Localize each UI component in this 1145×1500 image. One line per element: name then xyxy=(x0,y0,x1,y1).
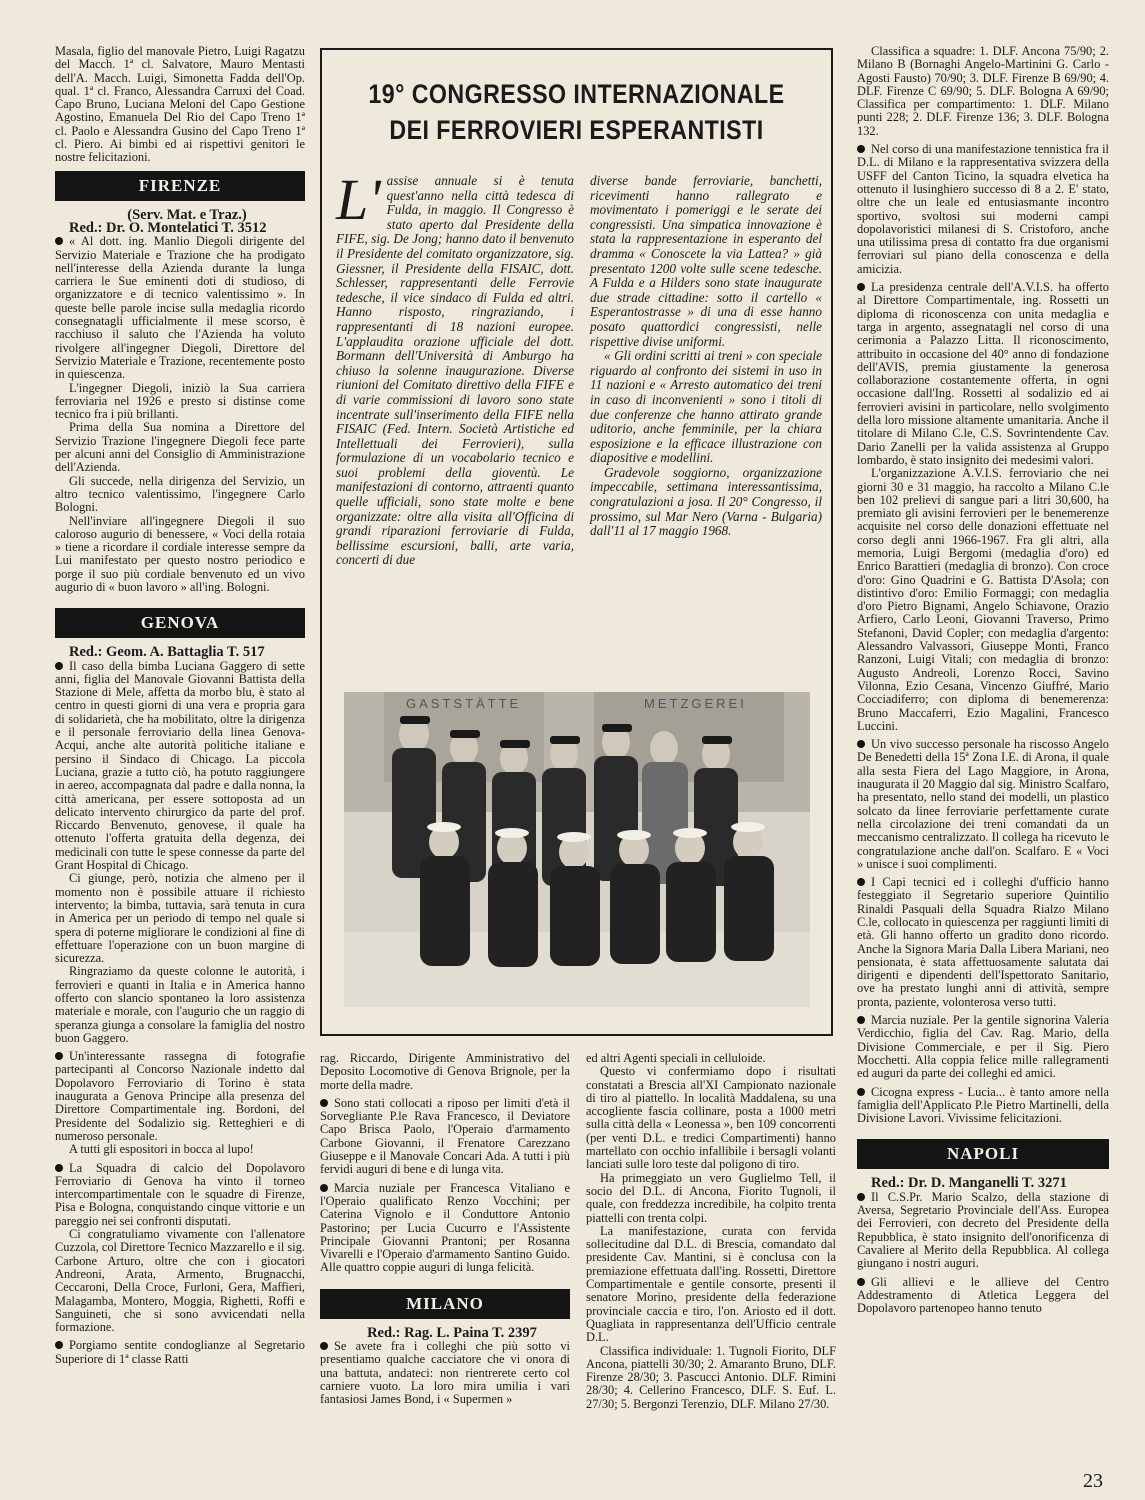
milano-section-bar: MILANO xyxy=(320,1289,570,1319)
firenze-subtitle: (Serv. Mat. e Traz.) xyxy=(127,206,247,223)
genova-continued-paragraph: Marcia nuziale per Francesca Vitaliano e l'Operaio qualificato Renzo Vocchini; per Caterina Vignolo e il Conduttore Antonio Pastorino; per Lucia Cucurro e l'Assistente Principale Giovanni Prantoni; per Rosanna Vivarelli e l'Operaio d'armamento Santino Guido. Alle quattro coppie auguri di lunga felicità. xyxy=(320,1180,570,1275)
right-paragraph: Un vivo successo personale ha riscosso Angelo De Benedetti della 15ª Zona I.E. di Arona, il quale alla sesta Fiera del Lago Maggiore, in Arona, inaugurata il 20 Maggio dal sig. Ministro Scalfaro, ha presentato, nello stand dei modelli, un plastico solcato da linee ferroviarie perfettamente curate nella circolazione dei treni comandati da un meccanismo centralizzato. Il collega ha ricevuto le congratulazione anche dall'on. Scalfaro. E « Voci » unisce i suoi complimenti. xyxy=(857,737,1109,871)
firenze-paragraph: L'ingegner Diegoli, iniziò la Sua carriera ferroviaria nel 1926 e presto si distinse come tecnico fra i più brillanti. xyxy=(55,380,305,422)
bullet-icon xyxy=(857,1016,865,1024)
congress-column-b xyxy=(590,174,822,539)
congress-text-b: Gradevole soggiorno, organizzazione impeccabile, settimana interessantissima, congratulazioni a josa. Il 20° Congresso, il prossimo, sul Mar Nero (Varna - Bulgaria) dall'11 al 17 maggio 1968. xyxy=(590,464,822,539)
genova-section-bar: GENOVA xyxy=(55,608,305,638)
napoli-paragraph: Gli allievi e le allieve del Centro Addestramento di Atletica Leggera del Dopolavoro partenopeo hanno tenuto xyxy=(857,1274,1109,1316)
bullet-icon xyxy=(857,740,865,748)
napoli-paragraph: Il C.S.Pr. Mario Scalzo, della stazione di Aversa, Segretario Provinciale dell'Ass. Europea dei Ferrovieri, con decreto del Presidente della Repubblica, è stato insignito dell'onorificenza di Cavaliere al Merito della Repubblica. Al collega giungano i nostri auguri. xyxy=(857,1189,1109,1271)
right-paragraph: La presidenza centrale dell'A.V.I.S. ha offerto al Direttore Compartimentale, ing. Rossetti un diploma di riconoscenza con unita medaglia e targa in argento, assegnatagli nel corso di una cerimonia a Palazzo Litta. Il riconoscimento, attribuito in occasione del 40° anno di fondazione dell'AVIS, premia giustamente la generosa collaborazione costantemente offerta, in ogni occasione dall'Ing. Rossetti al sodalizio ed ai ferrovieri avisini in particolare, nello svolgimento della loro missione altamente umanitaria. Anche il titolare di Milano C.le, C.S. Sovrintendente Cav. Dario Zanelli per la valida assistenza al Gruppo lombardo, è stato insignito dei medesimi valori. xyxy=(857,280,1109,467)
center-bottom-column-2 xyxy=(586,1052,836,1411)
firenze-paragraph: « Al dott. ing. Manlio Diegoli dirigente del Servizio Materiale e Trazione che ha prodigato nell'interesse della Azienda durante la lunga carriera le Sue eminenti doti di studioso, di organizzatore e di tecnico valentissimo ». In queste belle parole incise sulla medaglia ricordo consegnatagli ufficialmente il mese scorso, è racchiuso il saluto che l'Azienda ha voluto rivolgere all'ingegner Diegoli, Direttore del Servizio Materiale e Trazione, recentemente posto in quiescenza. xyxy=(55,234,305,382)
firenze-paragraph: Gli succede, nella dirigenza del Servizio, un altro tecnico valentissimo, l'ingegnere Carlo Bologni. xyxy=(55,473,305,515)
center-bottom-column-1 xyxy=(320,1052,570,1407)
congress-text-b: « Gli ordini scritti ai treni » con speciale riguardo al confronto dei sistemi in uso in 11 nazioni e « Arresto automatico dei treni in caso di inconvenienti » sono i titoli di due conferenze che hanno attirato grande uditorio, anche femminile, per la chiara esposizione e la efficace illustrazione con diapositive e modellini. xyxy=(590,348,822,466)
napoli-section-bar: NAPOLI xyxy=(857,1139,1109,1169)
bullet-icon xyxy=(55,1341,63,1349)
genova-paragraph: Un'interessante rassegna di fotografie partecipanti al Concorso Nazionale indetto dal Dopolavoro Ferroviario di Torino è stata inaugurata a Genova Principe alla presenza del Direttore Compartimentale ing. Bordoni, del Presidente del Sodalizio sig. Retteghieri e di numeroso personale. xyxy=(55,1049,305,1143)
firenze-paragraph: Prima della Sua nomina a Direttore del Servizio Trazione l'ingegnere Diegoli fece parte per alcuni anni del Consiglio di Amministrazione dell'Azienda. xyxy=(55,420,305,475)
genova-paragraph: Ci congratuliamo vivamente con l'allenatore Cuzzola, col Direttore Tecnico Mazzarello e il sig. Carbone Arturo, oltre che con i giocatori Andreoni, Arata, Armento, Brugnacchi, Ceccaroni, Della Croce, Furloni, Gera, Maffieri, Malagamba, Montero, Moggia, Righetti, Roffi e Sanguineti, che si sono avvicendati nella formazione. xyxy=(55,1227,305,1335)
milano-continued-paragraph: Questo vi confermiamo dopo i risultati constatati a Brescia all'XI Campionato nazionale di tiro al piattello. In località Maddalena, su una accogliente fascia collinare, posta a 1000 metri sulla città della « Leonessa », ben 109 concorrenti (per venti D.L. e tredici Compartimenti) hanno martellato con occhio infallibile i bersagli volanti lanciati sulle loro teste dal poligono di tiro. xyxy=(586,1064,836,1172)
right-paragraph: Nel corso di una manifestazione tennistica fra il D.L. di Milano e la rappresentativa svizzera della USFF del Canton Ticino, la squadra elvetica ha ottenuto il lusinghiero successo di 8 a 2. E' stato, oltre che un leale ed entusiasmante incontro sportivo, svoltosi sui moderni campi dopolavoristici milanesi di S. Cristoforo, anche una utilissima presa di contatto fra due organismi ferroviari sul piano della conoscenza e della amicizia. xyxy=(857,142,1109,276)
right-paragraph: Cicogna express - Lucia... è tanto amore nella famiglia dell'Applicato P.le Pietro Martinelli, della Divisione Lavori. Vivissime felicitazioni. xyxy=(857,1084,1109,1126)
genova-paragraph: A tutti gli espositori in bocca al lupo! xyxy=(69,1142,254,1157)
photo-sign-right: METZGEREI xyxy=(644,696,747,711)
milano-continued-paragraph: Classifica individuale: 1. Tugnoli Fiorito, DLF Ancona, piattelli 30/30; 2. Amaranto Bruno, DLF. Firenze 28/30; 3. Pascucci Antonio. DLF. Rimini 28/30; 4. Cellerino Francesco, DLF. S. Euf. L. 27/30; 5. Bergonzi Terenzio, DLF. Milano 27/30. xyxy=(586,1343,836,1411)
genova-editor: Red.: Geom. A. Battaglia T. 517 xyxy=(69,644,265,661)
milano-paragraph: Se avete fra i colleghi che più sotto vi presentiamo qualche cacciatore che vi onora di una battuta, andateci: non rientrerete certo col carniere vuoto. La loro mira umilia i vari fantasiosi James Bond, i « Supermen » xyxy=(320,1339,570,1407)
milano-editor: Red.: Rag. L. Paina T. 2397 xyxy=(367,1324,537,1341)
milano-continued-paragraph: Ha primeggiato un vero Guglielmo Tell, il socio del D.L. di Ancona, Fiorito Tugnoli, il quale, con freddezza incredibile, ha colpito trenta piattelli con trenta colpi. xyxy=(586,1170,836,1225)
bullet-icon xyxy=(857,283,865,291)
right-paragraph: I Capi tecnici ed i colleghi d'ufficio hanno festeggiato il Segretario superiore Quintilio Rinaldi Pasquali della Squadra Rialzo Milano C.le, collocato in quiescenza per raggiunti limiti di età. Gli hanno offerto un gradito dono ricordo. Anche la Signora Maria Dalla Libera Mariani, neo pensionata, è stata affettuosamente salutata dai dirigenti e dipendenti dell'Ispettorato Sanitario, ove ha prestato lunghi anni di attività, sempre pronta, paziente, volonterosa verso tutti. xyxy=(857,875,1109,1009)
firenze-section-bar: FIRENZE xyxy=(55,171,305,201)
genova-paragraph: Ringraziamo da queste colonne le autorità, i ferrovieri e quanti in Italia e in America hanno offerto con slancio spontaneo la loro assistenza materiale e morale, con l'augurio che un raggio di speranza giunga a consolare la famiglia del nostro buon Gaggero. xyxy=(55,964,305,1045)
left-column xyxy=(55,45,305,1366)
napoli-editor: Red.: Dr. D. Manganelli T. 3271 xyxy=(871,1175,1067,1192)
bullet-icon xyxy=(55,237,63,245)
genova-continued-paragraph: Sono stati collocati a riposo per limiti d'età il Sorvegliante P.le Rava Francesco, il Deviatore Capo Brisca Paolo, l'Operaio d'armamento Carbone Giovanni, il Frenatore Carezzano Giuseppe e il Manovale Concari Ada. A tutti i più fervidi auguri di bene e di lunga vita. xyxy=(320,1095,570,1177)
bullet-icon xyxy=(55,1052,63,1060)
congress-text-b: diverse bande ferroviarie, banchetti, ricevimenti hanno rallegrato e movimentato i pomeriggi e le serate dei congressisti. Una simpatica innovazione è stata la rappresentazione in esperanto del dramma « Conoscete la via Lattea? » già presentato 1200 volte sulle scene tedesche. A Fulda e a Hilders sono state inaugurate due strade cittadine: sotto il cartello « Esperantostrasse » di una di esse hanno posato quattordici congressisti, nelle rispettive divise uniformi. xyxy=(590,173,822,349)
bullet-icon xyxy=(857,1193,865,1201)
milano-continued-paragraph: ed altri Agenti speciali in celluloide. xyxy=(586,1051,766,1065)
genova-paragraph: Porgiamo sentite condoglianze al Segretario Superiore di 1ª classe Ratti xyxy=(55,1338,305,1366)
bullet-icon xyxy=(857,1278,865,1286)
milano-continued-paragraph: La manifestazione, curata con fervida sollecitudine dal D.L. di Brescia, comandato dal presidente Cav. Mantini, si è conclusa con la premiazione effettuata dall'ing. Rossetti, Direttore Compartimentale e gentile consorte, presenti il senatore Morino, presidente della federazione provinciale caccia e tiro, l'on. Ariosto ed il dott. Quagliata in rappresentanza dell'Ufficio centrale D.L. xyxy=(586,1223,836,1345)
right-column xyxy=(857,45,1109,1315)
congress-column-a xyxy=(336,167,574,568)
bullet-icon xyxy=(857,1088,865,1096)
bullet-icon xyxy=(320,1184,328,1192)
genova-continued-paragraph: rag. Riccardo, Dirigente Amministrativo del Deposito Locomotive di Genova Brignole, per la morte della madre. xyxy=(320,1051,570,1092)
bullet-icon xyxy=(320,1099,328,1107)
drop-cap: L' xyxy=(336,167,381,232)
bullet-icon xyxy=(55,1164,63,1172)
right-paragraph: Marcia nuziale. Per la gentile signorina Valeria Verdicchio, figlia del Cav. Rag. Mario, della Divisione Commerciale, e per il Sig. Piero Mocchetti. Alla coppia felice mille rallegramenti ed auguri da parte dei colleghi ed amici. xyxy=(857,1013,1109,1081)
group-photo-illustration xyxy=(344,692,810,1007)
firenze-paragraph: Nell'inviare all'ingegnere Diegoli il suo caloroso augurio di benessere, « Voci della rotaia » tiene a ricordare il cordiale interesse sempre da Lui manifestato per questo nostro periodico e porge il suo più cordiale benvenuto ed un vivo augurio di « buon lavoro » all'ing. Bologni. xyxy=(55,513,305,594)
bullet-icon xyxy=(857,145,865,153)
page-number: 23 xyxy=(1083,1470,1103,1492)
genova-paragraph: Il caso della bimba Luciana Gaggero di sette anni, figlia del Manovale Giovanni Battista della Stazione di Mele, affetta da morbo blu, è stato al centro in questi giorni di una vera e propria gara di solidarietà, che ha mobilitato, oltre la dirigenza e il personale ferroviario della linea Genova-Acqui, anche alte autorità politiche italiane e persino il Sindaco di Chicago. La piccola Luciana, grazie a tutto ciò, ha potuto raggiungere in aereo, accompagnata dal padre e dalla nonna, la città americana, per essere sottoposta ad un delicato intervento chirurgico da parte del prof. Riccardo Benvenuto, genovese, il quale ha ottenuto l'offerta gratuita della degenza, dei medicinali con tutte le spese connesse da parte del Grant Hospital di Chicago. xyxy=(55,658,305,873)
bullet-icon xyxy=(55,662,63,670)
congress-headline xyxy=(358,76,796,148)
right-paragraph: L'organizzazione A.V.I.S. ferroviario che nei giorni 30 e 31 maggio, ha raccolto a Milano C.le ben 102 prelievi di sangue pari a litri 30,600, ha premiato gli avisini ferrovieri per le benemerenze acquisite nel corso delle donazioni effettuate nel corso degli anni 1966-1967. Fra gli altri, alla memoria, Luigi Bergomi (medaglia d'oro) ed Enrico Barattieri (medaglia di bronzo). Con croce d'oro: Gino Quadrini e G. Battista D'Asola; con distintivo d'oro: Emilio Formaggi; con medaglia d'oro Pietro Bignami, Angelo Schiavone, Orazio Arfiero, Carlo Leoni, Giovanni Traverso, Primo Stefanoni, David Copler; con medaglia d'argento: Alessandro Valvassori, Giuseppe Monti, Franco Ranzoni, Luigi Vitali; con medaglia di bronzo: Augusto Andreoli, Lorenzo Rocci, Savino Vilonna, Ezio Cesana, Vincenzo Giuffré, Mario Cocciadiferro; con diploma di benemerenza: Bruno Maccaferri, Ezio Magalini, Francesco Luccini. xyxy=(857,466,1109,733)
photo-sign-left: GASTSTÄTTE xyxy=(406,696,522,711)
congress-article-box xyxy=(320,48,833,1036)
firenze-editor: Red.: Dr. O. Montelatici T. 3512 xyxy=(69,219,267,236)
headline-line-2: DEI FERROVIERI ESPERANTISTI xyxy=(389,115,764,145)
bullet-icon xyxy=(320,1342,328,1350)
genova-paragraph: Ci giunge, però, notizia che almeno per il momento non è possibile attuare il richiesto intervento; la bimba, tuttavia, sarà tenuta in cura in America per un periodo di tempo nel quale si spera di poterne migliorare le condizioni al fine di effettuare l'operazione con un buon margine di sicurezza. xyxy=(55,871,305,966)
genova-paragraph: La Squadra di calcio del Dopolavoro Ferroviario di Genova ha vinto il torneo intercompartimentale con le squadre di Firenze, Pisa e Bologna, conquistando cinque vittorie e un pareggio nei sei confronti disputati. xyxy=(55,1160,305,1228)
group-photo xyxy=(344,692,810,1007)
headline-line-1: 19° CONGRESSO INTERNAZIONALE xyxy=(368,79,785,109)
intro-paragraph: Masala, figlio del manovale Pietro, Luigi Ragatzu del Macch. 1ª cl. Salvatore, Mauro Mentasti dell'A. Macch. Luigi, Simonetta Fadda dell'Op. qual. 1ª cl. Franco, Alessandra Carruxi del Coad. Capo Bruno, Luciana Meloni del Capo Gestione Agostino, Emanuela Del Rio del Capo Treno 1ª cl. Paolo e Alessandra Gusino del Capo Treno 1ª cl. Piero. Ai bimbi ed ai rispettivi genitori le nostre felicitazioni. xyxy=(55,44,305,165)
right-paragraph: Classifica a squadre: 1. DLF. Ancona 75/90; 2. Milano B (Bornaghi Angelo-Martinini G. Carlo - Agosti Fausto) 70/90; 3. DLF. Firenze B 69/90; 4. DLF. Firenze C 69/90; 5. DLF. Bologna A 69/90; Classifica per compartimento: 1. DLF. Milano punti 228; 2. DLF. Firenze 136; 3. DLF. Bologna 132. xyxy=(857,44,1109,138)
congress-text-a: assise annuale si è tenuta quest'anno nella città tedesca di Fulda, in maggio. Il Congresso è stato aperto dal Presidente della FIFE, sig. De Jong; hanno dato il benvenuto il Presidente del comitato organizzatore, sig. Giessner, il Presidente della FISAIC, dott. Schlesser, rappresentanti delle Ferrovie tedesche, il vice sindaco di Fulda ed altri. Hanno risposto, ringraziando, i rappresentanti di 18 nazioni europee. L'applaudita orazione ufficiale del dott. Bormann dell'Università di Amburgo ha chiuso la solenne inaugurazione. Diverse riunioni del Comitato direttivo della FIFE e di varie commissioni di lavoro sono state incentrate sull'inserimento della FIFE nella FISAIC (Fed. Intern. Società Artistiche ed Intellettuali dei Ferrovieri), sulla formulazione di un vocabolario tecnico e suoi problemi della gioventù. Le manifestazioni di contorno, attraenti quanto quelle ufficiali, sono state molte e bene organizzate: oltre alla visita all'Officina di grandi riparazioni ferroviarie di Fulda, bellissime escursioni, balli, arte varia, concerti di due xyxy=(336,173,574,568)
bullet-icon xyxy=(857,878,865,886)
